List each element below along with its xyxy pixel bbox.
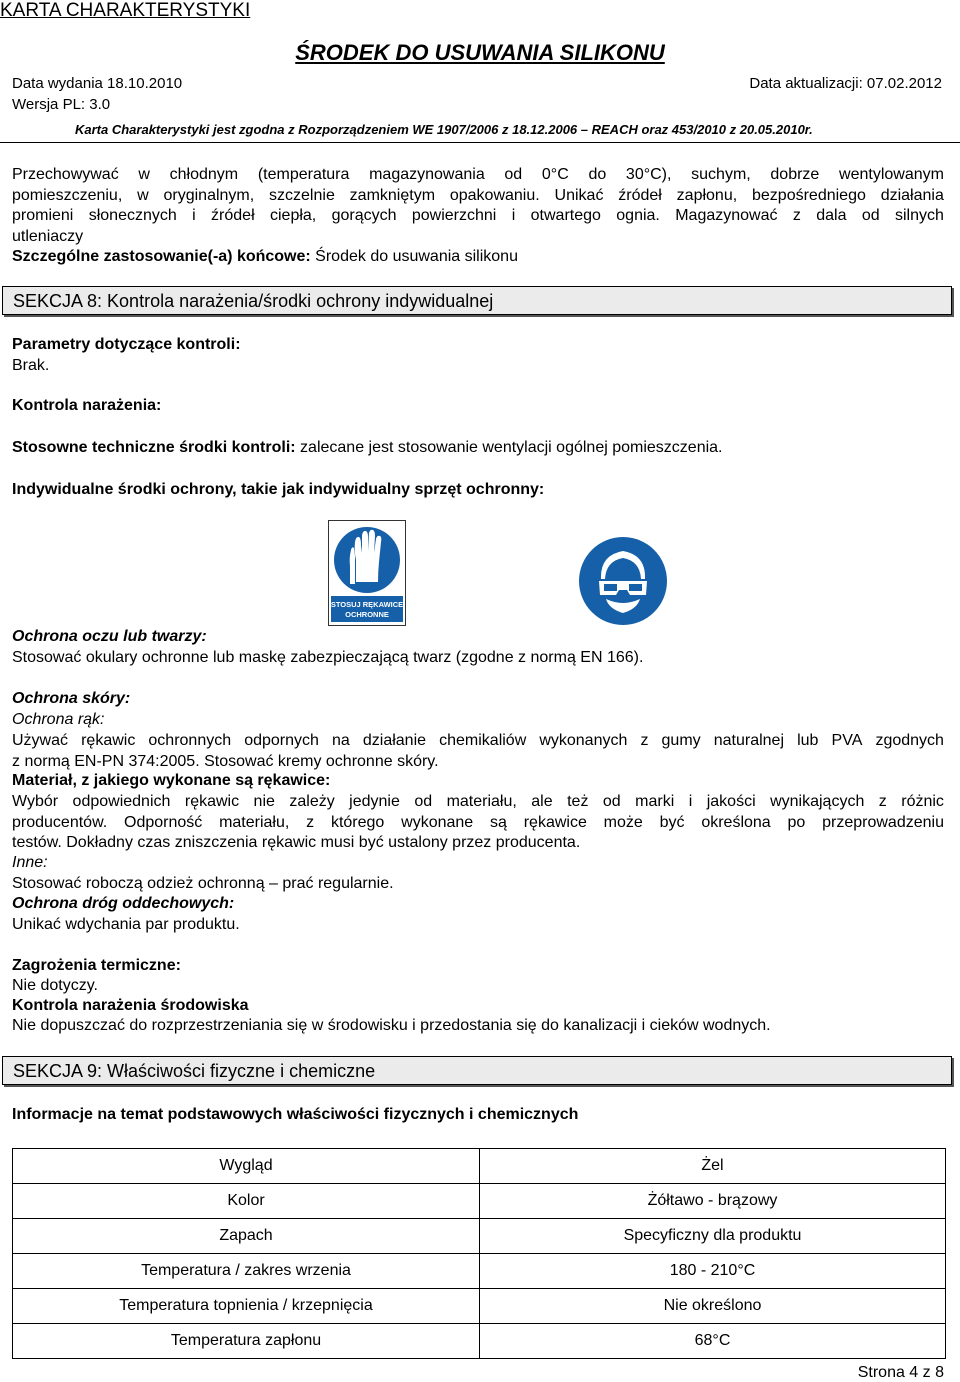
gloves-sign-svg bbox=[328, 520, 406, 626]
property-value: Żel bbox=[480, 1149, 946, 1184]
property-value: Nie określono bbox=[480, 1289, 946, 1324]
storage-line: Przechowywać w chłodnym (temperatura magazynowania od 0°C do 30°C), suchym, dobrze wentylowanym bbox=[12, 166, 944, 183]
other-label: Inne: bbox=[12, 854, 48, 871]
storage-line: promieni słonecznych i źródeł ciepła, gorących powierzchni i otwartego ognia. Magazynować z dala od silnych bbox=[12, 207, 944, 224]
glove-material-line: testów. Dokładny czas zniszczenia rękawic musi być ustalony przez producenta. bbox=[12, 834, 581, 851]
protective-gloves-sign bbox=[328, 520, 406, 626]
storage-line: utleniaczy bbox=[12, 227, 84, 245]
environment-control-label: Kontrola narażenia środowiska bbox=[12, 997, 249, 1014]
property-name: Temperatura zapłonu bbox=[13, 1324, 480, 1359]
technical-label: Stosowne techniczne środki kontroli: bbox=[12, 439, 296, 456]
environment-control-value: Nie dopuszczać do rozprzestrzeniania się w środowisku i przedostania się do kanalizacji i cieków wodnych. bbox=[12, 1017, 771, 1034]
glove-material-label: Materiał, z jakiego wykonane są rękawice: bbox=[12, 772, 331, 789]
eye-protection-label: Ochrona oczu lub twarzy: bbox=[12, 628, 207, 645]
thermal-label: Zagrożenia termiczne: bbox=[12, 957, 181, 974]
thermal-value: Nie dotyczy. bbox=[12, 977, 98, 994]
hand-protection-label: Ochrona rąk: bbox=[12, 711, 105, 728]
header-divider bbox=[0, 142, 960, 143]
ppe-label: Indywidualne środki ochrony, takie jak indywidualny sprzęt ochronny: bbox=[12, 481, 545, 498]
other-value: Stosować roboczą odzież ochronną – prać regularnie. bbox=[12, 875, 394, 892]
property-name: Wygląd bbox=[13, 1149, 480, 1184]
technical-value: zalecane jest stosowanie wentylacji ogólnej pomieszczenia. bbox=[295, 439, 723, 456]
page-number: Strona 4 z 8 bbox=[857, 1364, 944, 1381]
hand-protection-text bbox=[12, 731, 944, 772]
specific-use-value: Środek do usuwania silikonu bbox=[310, 248, 518, 265]
glove-material-line: producentów. Odporność materiału, z którego wykonane są rękawice może być określona po przeprowadzeniu bbox=[12, 813, 944, 831]
update-date: Data aktualizacji: 07.02.2012 bbox=[749, 75, 942, 92]
storage-paragraph bbox=[12, 165, 944, 268]
property-name: Temperatura / zakres wrzenia bbox=[13, 1254, 480, 1289]
goggles-icon bbox=[579, 537, 667, 625]
specific-use-label: Szczególne zastosowanie(-a) końcowe: bbox=[12, 248, 311, 265]
issue-date: Data wydania 18.10.2010 bbox=[12, 75, 183, 92]
property-name: Kolor bbox=[13, 1184, 480, 1219]
respiratory-value: Unikać wdychania par produktu. bbox=[12, 916, 240, 933]
property-name: Zapach bbox=[13, 1219, 480, 1254]
skin-protection-label: Ochrona skóry: bbox=[12, 690, 131, 707]
gloves-sign-text-1: STOSUJ RĘKAWICE bbox=[330, 600, 404, 609]
section-9-title: SEKCJA 9: Właściwości fizyczne i chemiczne bbox=[13, 1061, 376, 1081]
eye-protection-value: Stosować okulary ochronne lub maskę zabezpieczającą twarz (zgodne z normą EN 166). bbox=[12, 649, 644, 666]
hand-protection-line: z normą EN-PN 374:2005. Stosować kremy ochronne skóry. bbox=[12, 752, 439, 770]
specific-use bbox=[12, 247, 944, 268]
document-type: KARTA CHARAKTERYSTYKI bbox=[0, 0, 251, 21]
property-value: 180 - 210°C bbox=[480, 1254, 946, 1289]
exposure-control-label: Kontrola narażenia: bbox=[12, 397, 162, 414]
eye-protection-sign bbox=[579, 537, 667, 625]
gloves-sign-text-2: OCHRONNE bbox=[345, 610, 389, 619]
technical-controls bbox=[12, 439, 723, 457]
table-row bbox=[13, 1149, 946, 1184]
storage-line: pomieszczeniu, w oryginalnym, szczelnie zamkniętym opakowaniu. Unikać źródeł zapłonu, bezpośredniego działania bbox=[12, 186, 944, 204]
control-params-value: Brak. bbox=[12, 357, 50, 374]
table-row bbox=[13, 1289, 946, 1324]
regulation-note: Karta Charakterystyki jest zgodna z Rozporządzeniem WE 1907/2006 z 18.12.2006 – REACH oraz 453/2010 z 20.05.2010r. bbox=[75, 122, 813, 137]
property-name: Temperatura topnienia / krzepnięcia bbox=[13, 1289, 480, 1324]
glove-material-text bbox=[12, 792, 944, 854]
control-params-label: Parametry dotyczące kontroli: bbox=[12, 336, 241, 353]
respiratory-label: Ochrona dróg oddechowych: bbox=[12, 895, 235, 912]
section-9-subtitle: Informacje na temat podstawowych właściwości fizycznych i chemicznych bbox=[12, 1106, 579, 1123]
section-9-header bbox=[2, 1056, 952, 1085]
table-row bbox=[13, 1324, 946, 1359]
physical-properties-table bbox=[12, 1148, 946, 1359]
property-value: 68°C bbox=[480, 1324, 946, 1359]
property-value: Specyficzny dla produktu bbox=[480, 1219, 946, 1254]
table-row bbox=[13, 1219, 946, 1254]
product-name: ŚRODEK DO USUWANIA SILIKONU bbox=[295, 40, 665, 65]
section-8-title: SEKCJA 8: Kontrola narażenia/środki ochrony indywidualnej bbox=[13, 291, 494, 311]
table-row bbox=[13, 1254, 946, 1289]
glove-material-line: Wybór odpowiednich rękawic nie zależy jedynie od materiału, ale też od marki i jakości wynikających z różnic bbox=[12, 793, 944, 810]
hand-protection-line: Używać rękawic ochronnych odpornych na działanie chemikaliów wykonanych z gumy naturalnej lub PVA zgodnych bbox=[12, 732, 944, 749]
section-8-header bbox=[2, 286, 952, 315]
version: Wersja PL: 3.0 bbox=[12, 96, 111, 113]
property-value: Żółtawo - brązowy bbox=[480, 1184, 946, 1219]
table-row bbox=[13, 1184, 946, 1219]
